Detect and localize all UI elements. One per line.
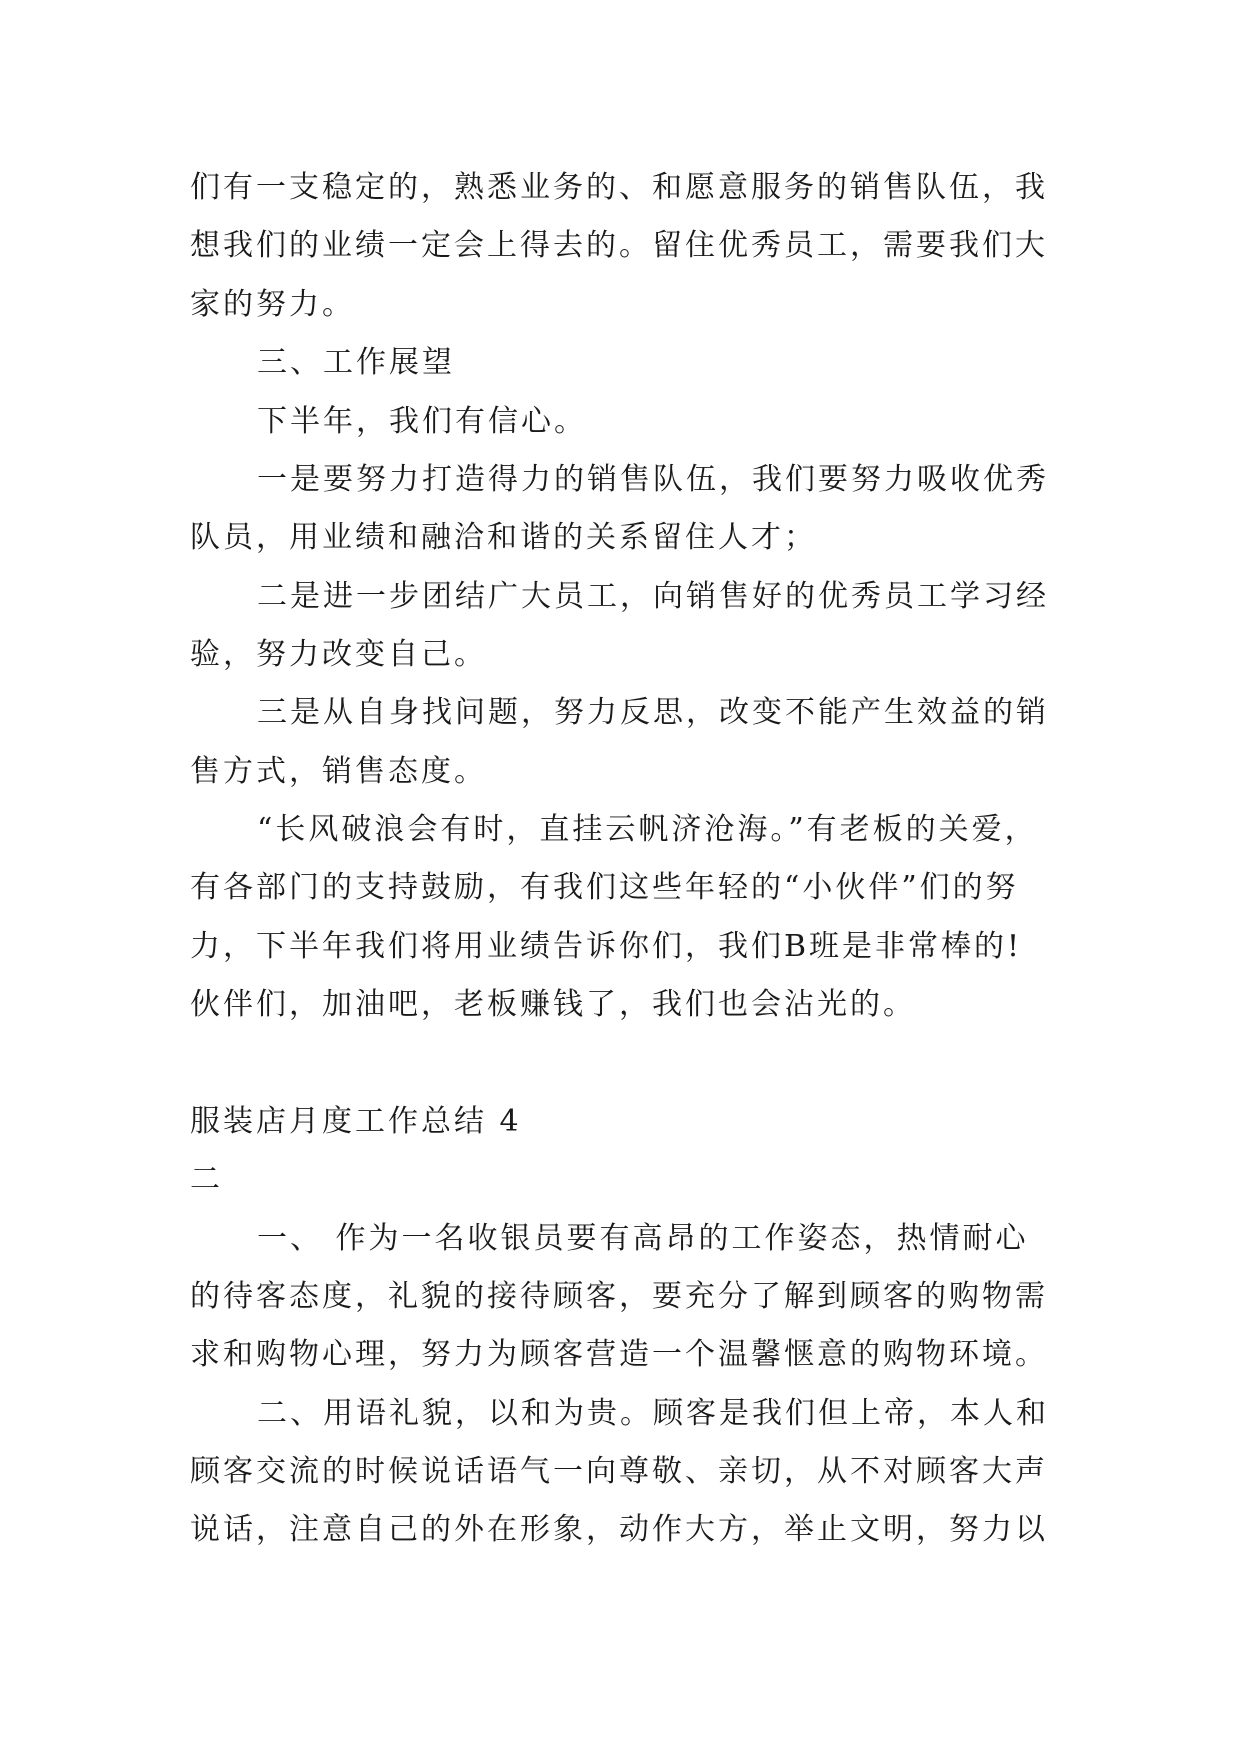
paragraph-line: 一、 作为一名收银员要有高昂的工作姿态，热情耐心: [257, 1221, 1029, 1256]
paragraph-line: 顾客交流的时候说话语气一向尊敬、亲切，从不对顾客大声: [190, 1454, 1048, 1489]
paragraph-line: 验，努力改变自己。: [190, 637, 487, 672]
paragraph-line: “长风破浪会有时，直挂云帆济沧海。”有老板的关爱，: [257, 812, 1038, 847]
document-subtitle: 二: [190, 1162, 223, 1197]
paragraph-line: 伙伴们，加油吧，老板赚钱了，我们也会沾光的。: [190, 987, 916, 1022]
paragraph-line: 说话，注意自己的外在形象，动作大方，举止文明，努力以: [190, 1512, 1048, 1547]
paragraph-line: 队员，用业绩和融洽和谐的关系留住人才；: [190, 520, 817, 555]
section-heading: 三、工作展望: [257, 345, 455, 380]
paragraph-line: 售方式，销售态度。: [190, 754, 487, 789]
document-title: 服装店月度工作总结 4: [190, 1104, 522, 1139]
paragraph-line: 力，下半年我们将用业绩告诉你们，我们B班是非常棒的!: [190, 929, 1023, 964]
paragraph-line: 想我们的业绩一定会上得去的。留住优秀员工，需要我们大: [190, 228, 1048, 263]
paragraph-line: 一是要努力打造得力的销售队伍，我们要努力吸收优秀: [257, 462, 1049, 497]
paragraph-line: 下半年，我们有信心。: [257, 404, 587, 439]
paragraph-line: 有各部门的支持鼓励，有我们这些年轻的“小伙伴”们的努: [190, 870, 1019, 905]
paragraph-line: 求和购物心理，努力为顾客营造一个温馨惬意的购物环境。: [190, 1337, 1048, 1372]
paragraph-line: 的待客态度，礼貌的接待顾客，要充分了解到顾客的购物需: [190, 1279, 1048, 1314]
paragraph-line: 三是从自身找问题，努力反思，改变不能产生效益的销: [257, 695, 1049, 730]
paragraph-line: 二是进一步团结广大员工，向销售好的优秀员工学习经: [257, 579, 1049, 614]
paragraph-line: 们有一支稳定的，熟悉业务的、和愿意服务的销售队伍，我: [190, 170, 1048, 205]
paragraph-line: 二、用语礼貌，以和为贵。顾客是我们但上帝，本人和: [257, 1396, 1049, 1431]
paragraph-line: 家的努力。: [190, 287, 355, 322]
